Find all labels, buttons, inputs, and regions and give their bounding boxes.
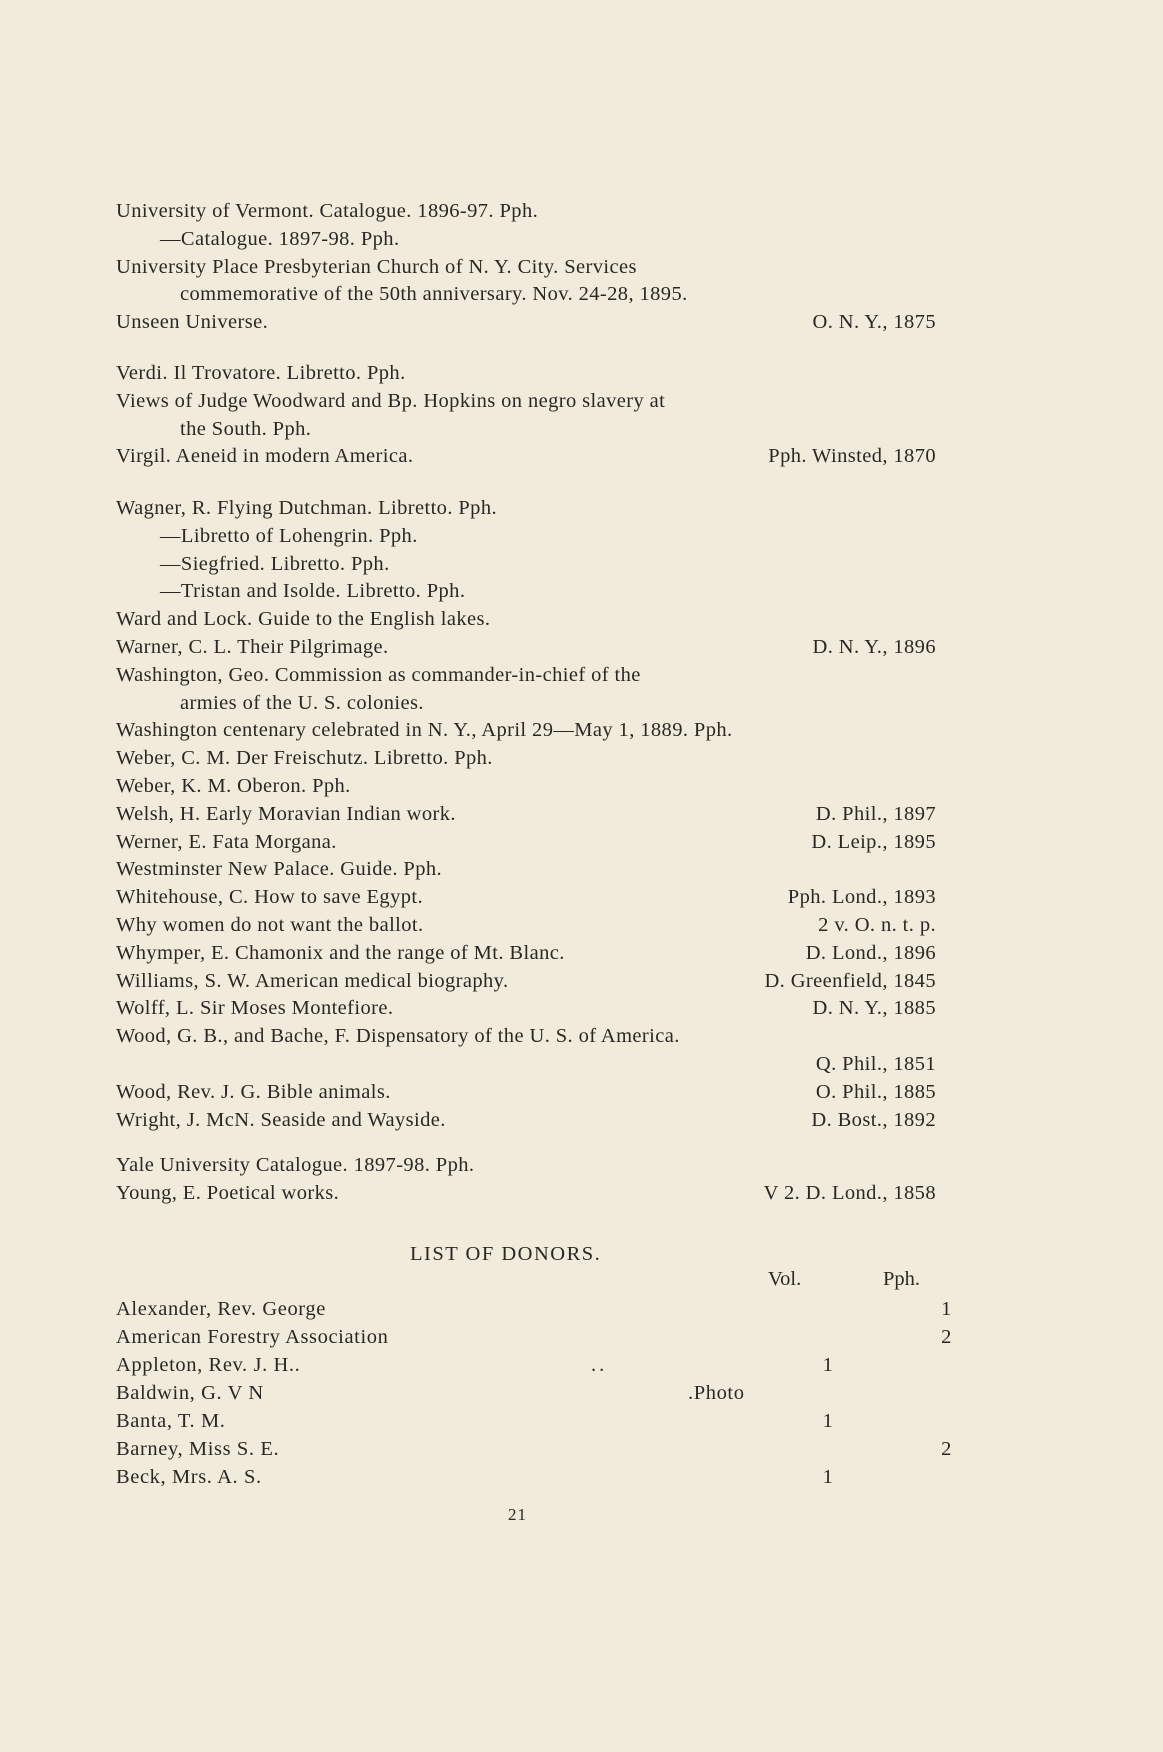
entry-title: Werner, E. Fata Morgana. — [116, 830, 337, 853]
page-number: 21 — [508, 1505, 527, 1524]
entry-imprint: D. Phil., 1897 — [815, 802, 936, 825]
entry-imprint: 2 v. O. n. t. p. — [818, 913, 936, 936]
catalogue-section-y — [116, 1152, 936, 1208]
catalogue-entry — [116, 745, 936, 773]
catalogue-entry — [116, 968, 936, 996]
catalogue-entry — [116, 912, 936, 940]
donor-name: Barney, Miss S. E. — [116, 1438, 280, 1460]
entry-imprint: O. N. Y., 1875 — [812, 311, 936, 334]
catalogue-entry — [116, 551, 936, 579]
catalogue-entry — [116, 995, 936, 1023]
donor-name: Baldwin, G. V N — [116, 1382, 264, 1404]
donors-title: LIST OF DONORS. — [410, 1243, 602, 1265]
entry-title: Washington, Geo. Commission as commander-in-chief of the — [116, 663, 641, 686]
entry-title: Wright, J. McN. Seaside and Wayside. — [116, 1108, 446, 1131]
catalogue-entry — [116, 1152, 936, 1180]
entry-title: Why women do not want the ballot. — [116, 913, 424, 936]
catalogue-entry — [116, 940, 936, 968]
column-header-vol: Vol. — [768, 1268, 802, 1290]
donor-vol: 1 — [822, 1466, 834, 1488]
entry-imprint: D. Bost., 1892 — [811, 1108, 936, 1131]
catalogue-entry — [116, 829, 936, 857]
entry-title: Whitehouse, C. How to save Egypt. — [116, 886, 423, 909]
catalogue-entry — [116, 309, 936, 337]
donor-row — [116, 1407, 936, 1435]
catalogue-entry — [116, 226, 936, 254]
catalogue-entry — [116, 1079, 936, 1107]
catalogue-entry — [116, 198, 936, 226]
donor-pph: 2 — [941, 1438, 952, 1460]
catalogue-entry — [116, 717, 936, 745]
entry-imprint: D. Greenfield, 1845 — [764, 969, 936, 992]
donor-pph: 2 — [941, 1326, 952, 1348]
entry-title: Williams, S. W. American medical biography. — [116, 969, 509, 992]
donor-row — [116, 1435, 952, 1463]
catalogue-entry — [116, 578, 936, 606]
entry-title: Views of Judge Woodward and Bp. Hopkins on negro slavery at — [116, 389, 666, 412]
entry-title: University of Vermont. Catalogue. 1896-97. Pph. — [116, 200, 539, 222]
catalogue-entry — [116, 254, 936, 282]
entry-imprint: V 2. D. Lond., 1858 — [763, 1181, 936, 1204]
donor-name: Beck, Mrs. A. S. — [116, 1466, 262, 1488]
entry-title: Washington centenary celebrated in N. Y., April 29—May 1, 1889. Pph. — [116, 719, 733, 742]
entry-title: —Siegfried. Libretto. Pph. — [160, 552, 390, 575]
entry-title: Wood, G. B., and Bache, F. Dispensatory of the U. S. of America. — [116, 1025, 680, 1048]
donor-name: Alexander, Rev. George — [116, 1298, 326, 1320]
entry-title: Unseen Universe. — [116, 311, 269, 334]
donor-name: Banta, T. M. — [116, 1410, 226, 1432]
catalogue-entry — [116, 281, 936, 309]
catalogue-entry — [116, 856, 936, 884]
donor-pph: 1 — [941, 1298, 952, 1320]
donor-list — [116, 1295, 952, 1491]
donor-name: Appleton, Rev. J. H.. — [116, 1354, 301, 1376]
entry-imprint: Q. Phil., 1851 — [815, 1052, 936, 1075]
entry-imprint: Pph. Winsted, 1870 — [768, 445, 936, 468]
entry-title: —Tristan and Isolde. Libretto. Pph. — [160, 580, 466, 603]
entry-imprint: D. N. Y., 1896 — [812, 635, 936, 658]
entry-imprint: O. Phil., 1885 — [815, 1080, 936, 1103]
entry-title: —Catalogue. 1897-98. Pph. — [160, 227, 400, 250]
entry-title: —Libretto of Lohengrin. Pph. — [160, 524, 418, 547]
entry-imprint: Pph. Lond., 1893 — [787, 886, 936, 909]
entry-title: armies of the U. S. colonies. — [180, 691, 424, 714]
entry-imprint: D. N. Y., 1885 — [812, 997, 936, 1020]
entry-title: Wolff, L. Sir Moses Montefiore. — [116, 997, 394, 1020]
donor-row — [116, 1463, 936, 1491]
catalogue-entry — [116, 1051, 936, 1079]
catalogue-entry — [116, 1180, 936, 1208]
catalogue-section-u — [116, 198, 936, 337]
donor-row — [116, 1323, 952, 1351]
entry-title: Wood, Rev. J. G. Bible animals. — [116, 1080, 391, 1103]
catalogue-entry — [116, 388, 936, 416]
catalogue-entry — [116, 606, 936, 634]
catalogue-entry — [116, 523, 936, 551]
donor-vol: 1 — [822, 1354, 834, 1376]
entry-title: Weber, C. M. Der Freischutz. Libretto. Pph. — [116, 747, 493, 770]
donor-leader: .. — [591, 1354, 608, 1376]
catalogue-entry — [116, 884, 936, 912]
catalogue-entry — [116, 634, 936, 662]
entry-title: University Place Presbyterian Church of N. Y. City. Services — [116, 255, 637, 278]
donor-row — [116, 1351, 936, 1379]
entry-title: Warner, C. L. Their Pilgrimage. — [116, 635, 389, 658]
catalogue-section-w — [116, 495, 936, 1134]
entry-title: Welsh, H. Early Moravian Indian work. — [116, 802, 456, 825]
catalogue-entry — [116, 662, 936, 690]
catalogue-entry — [116, 416, 936, 444]
entry-title: commemorative of the 50th anniversary. Nov. 24-28, 1895. — [180, 283, 688, 306]
donor-row — [116, 1379, 936, 1407]
catalogue-entry — [116, 443, 936, 471]
donor-vol: 1 — [822, 1410, 834, 1432]
entry-title: Wagner, R. Flying Dutchman. Libretto. Pph. — [116, 497, 498, 519]
catalogue-entry — [116, 360, 936, 388]
catalogue-entry — [116, 801, 936, 829]
catalogue-entry — [116, 690, 936, 718]
entry-title: Ward and Lock. Guide to the English lakes. — [116, 608, 491, 631]
entry-title: Virgil. Aeneid in modern America. — [116, 445, 414, 468]
entry-imprint: D. Lond., 1896 — [805, 941, 936, 964]
entry-title: Young, E. Poetical works. — [116, 1181, 340, 1204]
catalogue-entry — [116, 495, 936, 523]
entry-title: Westminster New Palace. Guide. Pph. — [116, 858, 443, 881]
entry-title: Weber, K. M. Oberon. Pph. — [116, 774, 351, 797]
entry-title: Whymper, E. Chamonix and the range of Mt. Blanc. — [116, 941, 565, 964]
donor-name: American Forestry Association — [116, 1326, 389, 1348]
catalogue-entry — [116, 1107, 936, 1135]
entry-title: the South. Pph. — [180, 417, 312, 440]
donor-row — [116, 1295, 952, 1323]
catalogue-entry — [116, 773, 936, 801]
entry-title: Verdi. Il Trovatore. Libretto. Pph. — [116, 362, 406, 384]
donor-photo: .Photo — [688, 1382, 745, 1404]
catalogue-section-v — [116, 360, 936, 471]
catalogue-entry — [116, 1023, 936, 1051]
column-header-pph: Pph. — [883, 1268, 921, 1290]
entry-imprint: D. Leip., 1895 — [811, 830, 936, 853]
entry-title: Yale University Catalogue. 1897-98. Pph. — [116, 1154, 475, 1176]
